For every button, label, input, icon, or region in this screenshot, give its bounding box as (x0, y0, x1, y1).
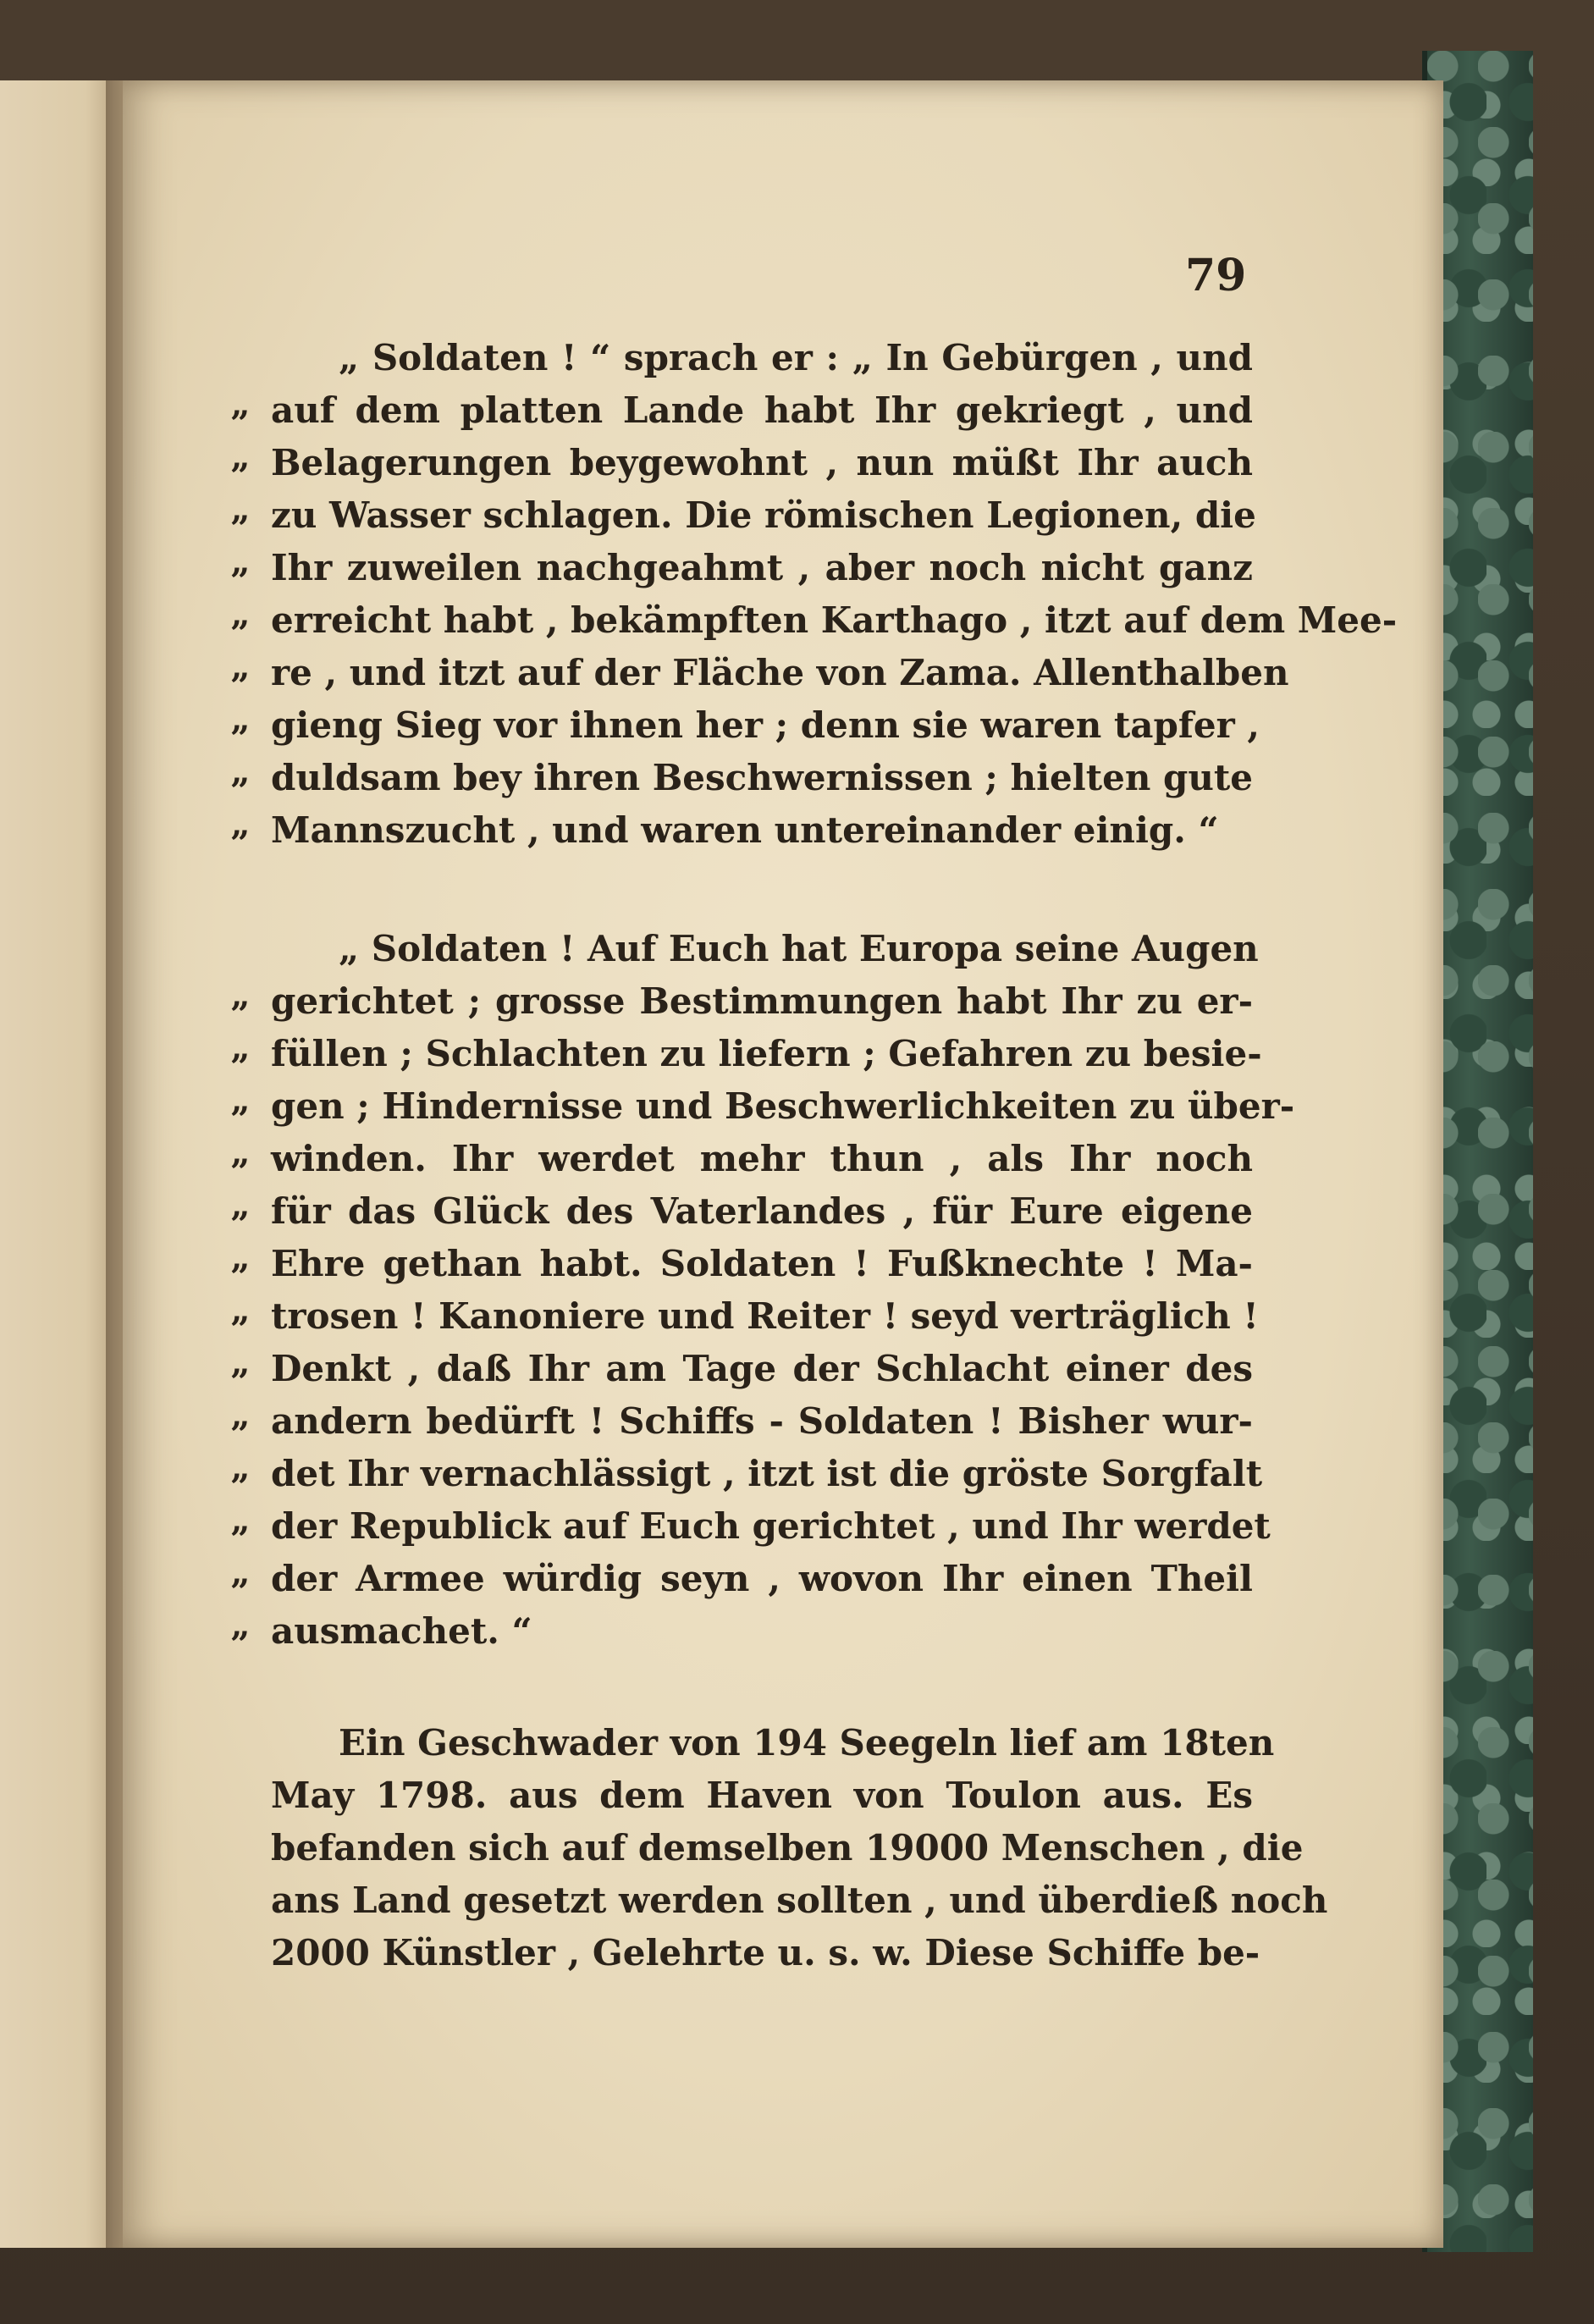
quotation-mark: „ (230, 1553, 251, 1593)
text-line (230, 1080, 1295, 1133)
line-text: „ Soldaten ! “ sprach er : „ In Gebürgen , und (339, 337, 1253, 378)
line-text: re , und itzt auf der Fläche von Zama. Allenthalben (271, 652, 1289, 693)
quotation-mark: „ (230, 647, 251, 687)
text-line (230, 647, 1289, 699)
line-text: für das Glück des Vaterlandes , für Eure eigene (271, 1190, 1253, 1232)
line-text: andern bedürft ! Schiffs - Soldaten ! Bisher wur- (271, 1400, 1253, 1442)
quotation-mark: „ (230, 1343, 251, 1383)
text-line (230, 384, 1253, 437)
quotation-mark: „ (230, 804, 251, 844)
quotation-mark: „ (230, 1605, 251, 1645)
line-text: gieng Sieg vor ihnen her ; denn sie waren tapfer , (271, 704, 1260, 746)
text-line (271, 1927, 1260, 1979)
line-text: trosen ! Kanoniere und Reiter ! seyd verträglich ! (271, 1295, 1259, 1337)
paragraph-2 (230, 923, 1295, 1658)
line-text: „ Soldaten ! Auf Euch hat Europa seine Augen (339, 928, 1259, 969)
text-line (230, 1028, 1262, 1080)
line-text: der Republick auf Euch gerichtet , und Ihr werdet (271, 1505, 1271, 1547)
text-line (271, 923, 1259, 975)
line-text: befanden sich auf demselben 19000 Menschen , die (271, 1827, 1304, 1869)
text-line (230, 489, 1256, 542)
left-page-edge (0, 80, 123, 2248)
text-line (230, 699, 1260, 752)
text-line (230, 594, 1398, 647)
line-text: gerichtet ; grosse Bestimmungen habt Ihr zu er- (271, 980, 1253, 1022)
text-line (230, 804, 1253, 857)
quotation-mark: „ (230, 752, 251, 792)
line-text: Mannszucht , und waren untereinander einig. “ (271, 809, 1219, 851)
quotation-mark: „ (230, 699, 251, 739)
text-line (271, 1874, 1328, 1927)
line-text: May 1798. aus dem Haven von Toulon aus. Es (271, 1775, 1253, 1816)
text-line (230, 752, 1254, 804)
text-line (230, 1238, 1253, 1290)
text-line (230, 1185, 1253, 1238)
line-text: zu Wasser schlagen. Die römischen Legionen, die (271, 494, 1256, 536)
text-line (230, 1290, 1259, 1343)
quotation-mark: „ (230, 1080, 251, 1120)
quotation-mark: „ (230, 1395, 251, 1435)
line-text: Belagerungen beygewohnt , nun müßt Ihr auch (271, 442, 1253, 483)
line-text: gen ; Hindernisse und Beschwerlichkeiten zu über- (271, 1085, 1295, 1127)
text-line (271, 332, 1253, 384)
quotation-mark: „ (230, 437, 251, 477)
line-text: füllen ; Schlachten zu liefern ; Gefahren zu besie- (271, 1033, 1262, 1074)
quotation-mark: „ (230, 542, 251, 582)
text-line (230, 1448, 1263, 1500)
quotation-mark: „ (230, 1448, 251, 1488)
quotation-mark: „ (230, 1028, 251, 1068)
text-line (230, 1500, 1271, 1553)
quotation-mark: „ (230, 1290, 251, 1330)
text-line (230, 975, 1253, 1028)
text-line (230, 542, 1253, 594)
line-text: duldsam bey ihren Beschwernissen ; hielten gute (271, 757, 1254, 798)
line-text: erreicht habt , bekämpften Karthago , itzt auf dem Mee- (271, 599, 1398, 641)
text-line (271, 1769, 1253, 1822)
text-line (230, 1395, 1253, 1448)
line-text: Ehre gethan habt. Soldaten ! Fußknechte ! Ma- (271, 1243, 1253, 1284)
quotation-mark: „ (230, 975, 251, 1015)
text-line (230, 1605, 1253, 1658)
text-line (271, 1717, 1275, 1769)
quotation-mark: „ (230, 1500, 251, 1540)
line-text: 2000 Künstler , Gelehrte u. s. w. Diese Schiffe be- (271, 1932, 1260, 1973)
line-text: ausmachet. “ (271, 1610, 532, 1652)
line-text: auf dem platten Lande habt Ihr gekriegt , und (271, 389, 1253, 431)
quotation-mark: „ (230, 384, 251, 424)
quotation-mark: „ (230, 1133, 251, 1173)
quotation-mark: „ (230, 1238, 251, 1278)
text-line (230, 1553, 1253, 1605)
quotation-mark: „ (230, 594, 251, 634)
text-line (230, 1133, 1253, 1185)
text-line (230, 437, 1253, 489)
line-text: ans Land gesetzt werden sollten , und überdieß noch (271, 1880, 1328, 1921)
line-text: winden. Ihr werdet mehr thun , als Ihr noch (271, 1138, 1253, 1179)
quotation-mark: „ (230, 1185, 251, 1225)
page-number: 79 (1185, 250, 1247, 301)
line-text: der Armee würdig seyn , wovon Ihr einen Theil (271, 1558, 1253, 1599)
line-text: Ihr zuweilen nachgeahmt , aber noch nicht ganz (271, 547, 1253, 588)
text-line (230, 1343, 1253, 1395)
paragraph-1 (230, 332, 1398, 857)
line-text: Denkt , daß Ihr am Tage der Schlacht einer des (271, 1348, 1253, 1389)
quotation-mark: „ (230, 489, 251, 529)
paragraph-3 (271, 1717, 1328, 1979)
line-text: Ein Geschwader von 194 Seegeln lief am 18ten (339, 1722, 1275, 1764)
text-line (271, 1822, 1304, 1874)
line-text: det Ihr vernachlässigt , itzt ist die gröste Sorgfalt (271, 1453, 1263, 1494)
